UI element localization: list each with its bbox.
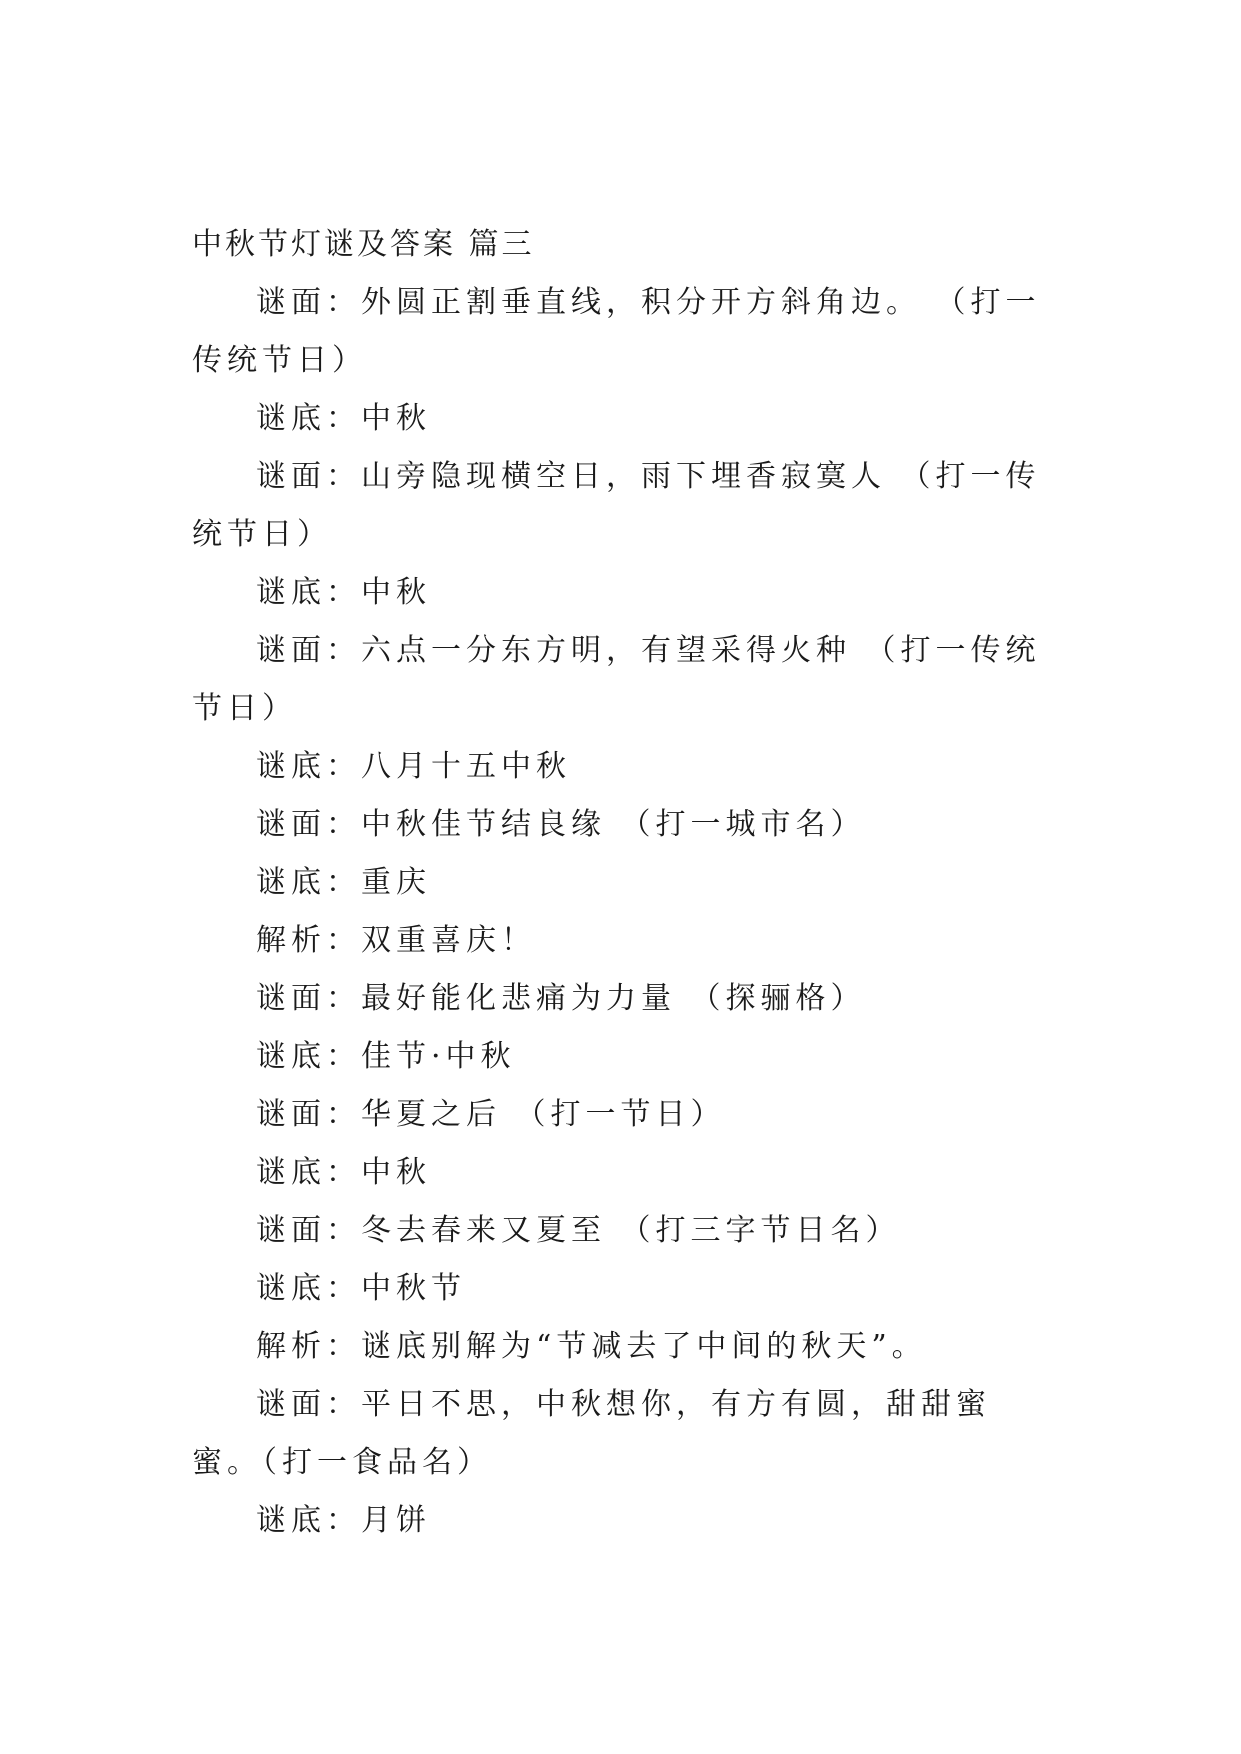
answer-paragraph: 谜底：重庆 (256, 865, 431, 900)
document-title: 中秋节灯谜及答案 篇三 (192, 227, 535, 262)
explanation-paragraph: 解析：双重喜庆！ (256, 923, 536, 958)
riddle-paragraph: 谜面：中秋佳节结良缘 （打一城市名） (256, 807, 866, 842)
answer-paragraph: 谜底：中秋 (256, 575, 431, 610)
answer-paragraph: 谜底：佳节·中秋 (256, 1039, 516, 1074)
answer-paragraph: 谜底：八月十五中秋 (256, 749, 571, 784)
riddle-paragraph: 谜面：平日不思，中秋想你，有方有圆，甜甜蜜蜜。（打一食品名） (192, 1387, 991, 1480)
riddle-paragraph: 谜面：冬去春来又夏至 （打三字节日名） (256, 1213, 901, 1248)
answer-paragraph: 谜底：中秋节 (256, 1271, 466, 1306)
document-body (192, 216, 1052, 1550)
riddle-paragraph: 谜面：山旁隐现横空日，雨下埋香寂寞人 （打一传统节日） (192, 459, 1041, 552)
explanation-paragraph: 解析：谜底别解为“节减去了中间的秋天”。 (256, 1329, 927, 1364)
riddle-paragraph: 谜面：外圆正割垂直线，积分开方斜角边。 （打一传统节日） (192, 285, 1041, 378)
answer-paragraph: 谜底：月饼 (256, 1503, 431, 1538)
riddle-paragraph: 谜面：最好能化悲痛为力量 （探骊格） (256, 981, 866, 1016)
riddle-paragraph: 谜面：华夏之后 （打一节日） (256, 1097, 726, 1132)
answer-paragraph: 谜底：中秋 (256, 1155, 431, 1190)
riddle-paragraph: 谜面：六点一分东方明，有望采得火种 （打一传统节日） (192, 633, 1041, 726)
answer-paragraph: 谜底：中秋 (256, 401, 431, 436)
